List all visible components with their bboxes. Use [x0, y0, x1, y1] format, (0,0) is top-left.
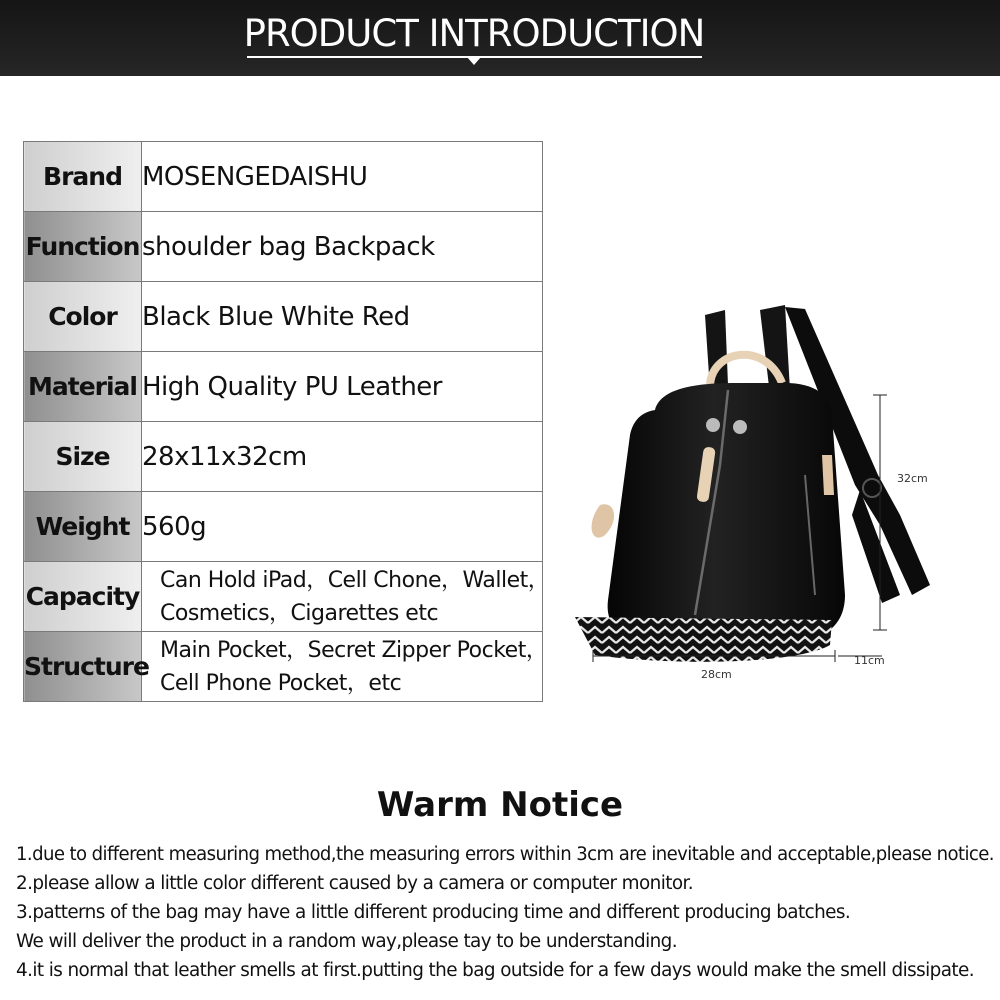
spec-key: Color	[24, 282, 142, 352]
backpack-icon	[560, 295, 980, 690]
spec-value: High Quality PU Leather	[142, 352, 543, 422]
header-banner	[0, 0, 1000, 76]
spec-value-line: Cell Phone Pocket，etc	[160, 670, 402, 696]
spec-value: Black Blue White Red	[142, 282, 543, 352]
bottom-pattern-band	[575, 617, 832, 662]
spec-value	[142, 562, 550, 632]
notice-line: 4.it is normal that leather smells at first.putting the bag outside for a few days would make the smell dissipate.	[16, 960, 974, 981]
notice-list	[16, 840, 1000, 985]
spec-value: MOSENGEDAISHU	[142, 142, 543, 212]
spec-row	[24, 492, 543, 562]
spec-row	[24, 212, 543, 282]
spec-value-line: Cosmetics，Cigarettes etc	[160, 600, 439, 626]
dimension-height-label: 32cm	[897, 472, 928, 485]
spec-value: 28x11x32cm	[142, 422, 543, 492]
notice-line: We will deliver the product in a random way,please tay to be understanding.	[16, 931, 677, 952]
notice-line: 1.due to different measuring method,the measuring errors within 3cm are inevitable and acceptable,please notice.	[16, 844, 994, 865]
spec-key: Weight	[24, 492, 142, 562]
title-pointer-icon	[467, 57, 481, 65]
dimension-depth-label: 11cm	[854, 654, 885, 667]
notice-line: 2.please allow a little color different caused by a camera or computer monitor.	[16, 873, 694, 894]
spec-row	[24, 142, 543, 212]
spec-key: Size	[24, 422, 142, 492]
spec-value: shoulder bag Backpack	[142, 212, 543, 282]
spec-row	[24, 422, 543, 492]
spec-value	[142, 632, 548, 702]
spec-value-line: Main Pocket，Secret Zipper Pocket，	[160, 637, 548, 663]
spec-key: Structure	[24, 632, 142, 702]
spec-key: Brand	[24, 142, 142, 212]
notice-line: 3.patterns of the bag may have a little different producing time and different producing batches.	[16, 902, 851, 923]
product-image	[560, 295, 980, 690]
spec-row	[24, 632, 543, 702]
dimension-width-label: 28cm	[701, 668, 732, 681]
spec-table	[23, 141, 550, 702]
spec-key: Material	[24, 352, 142, 422]
spec-value: 560g	[142, 492, 543, 562]
spec-row	[24, 352, 543, 422]
spec-key: Capacity	[24, 562, 142, 632]
bag-body	[608, 383, 845, 640]
page-title: PRODUCT INTRODUCTION	[243, 12, 705, 55]
spec-key: Function	[24, 212, 142, 282]
spec-value-line: Can Hold iPad，Cell Chone，Wallet，	[160, 567, 550, 593]
spec-row	[24, 282, 543, 352]
spec-row	[24, 562, 543, 632]
notice-title: Warm Notice	[376, 785, 624, 825]
